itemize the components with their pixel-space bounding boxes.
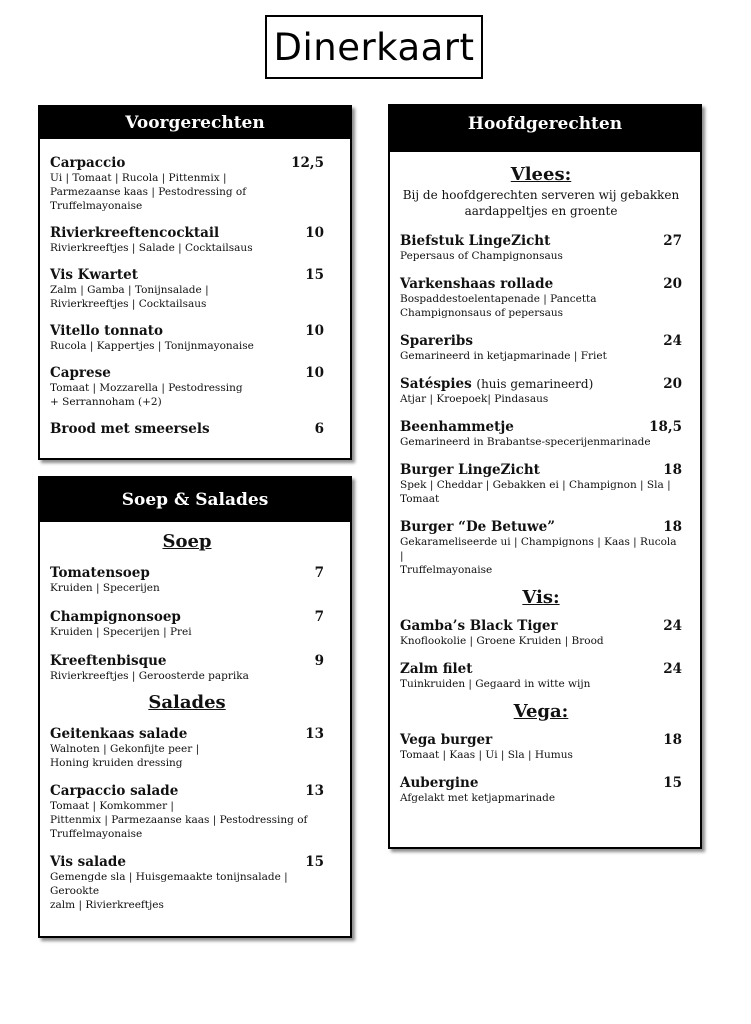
item-price: 13 [305, 726, 324, 742]
item-price: 6 [314, 421, 324, 437]
menu-item: Satéspies (huis gemarineerd) 20 Atjar | Kroepoek| Pindasaus [400, 376, 682, 405]
item-price: 15 [305, 267, 324, 283]
menu-item: Spareribs 24 Gemarineerd in ketjapmarinade | Friet [400, 333, 682, 362]
item-price: 10 [305, 323, 324, 339]
menu-item: Varkenshaas rollade 20 Bospaddestoelentapenade | Pancetta Champignonsaus of pepersaus [400, 276, 682, 319]
panel-body-voorgerechten [40, 155, 350, 437]
panel-hoofdgerechten [388, 104, 702, 849]
section-title-salades: Salades [148, 692, 226, 713]
menu-item: Aubergine 15 Afgelakt met ketjapmarinade [400, 775, 682, 804]
item-price: 7 [314, 565, 324, 581]
item-price: 7 [314, 609, 324, 625]
item-price: 18 [663, 732, 682, 748]
item-price: 27 [663, 233, 682, 249]
section-note: Bij de hoofdgerechten serveren wij gebakken [402, 188, 680, 202]
menu-item: Vitello tonnato 10 Rucola | Kappertjes | Tonijnmayonaise [50, 323, 324, 352]
panel-soep-salades [38, 476, 352, 938]
item-price: 15 [663, 775, 682, 791]
menu-item: Kreeftenbisque 9 Rivierkreeftjes | Geroosterde paprika [50, 653, 324, 682]
menu-item: Carpaccio 12,5 Ui | Tomaat | Rucola | Pittenmix | Parmezaanse kaas | Pestodressing of Truffelmayonaise [50, 155, 324, 212]
menu-item: Biefstuk LingeZicht 27 Pepersaus of Champignonsaus [400, 233, 682, 262]
menu-item: Tomatensoep 7 Kruiden | Specerijen [50, 565, 324, 594]
menu-item: Zalm filet 24 Tuinkruiden | Gegaard in witte wijn [400, 661, 682, 690]
item-price: 10 [305, 225, 324, 241]
menu-item: Champignonsoep 7 Kruiden | Specerijen | Prei [50, 609, 324, 638]
item-price: 20 [663, 376, 682, 392]
item-price: 9 [314, 653, 324, 669]
item-price: 18 [663, 462, 682, 478]
menu-item: Beenhammetje 18,5 Gemarineerd in Brabantse-specerijenmarinade [400, 419, 682, 448]
panel-header-voorgerechten: Voorgerechten [40, 107, 350, 139]
section-title-vega: Vega: [513, 701, 569, 722]
page-title: Dinerkaart [265, 15, 483, 79]
item-price: 10 [305, 365, 324, 381]
menu-item: Burger LingeZicht 18 Spek | Cheddar | Gebakken ei | Champignon | Sla | Tomaat [400, 462, 682, 505]
item-price: 24 [663, 661, 682, 677]
section-title-vlees: Vlees: [510, 164, 572, 185]
panel-voorgerechten [38, 105, 352, 460]
panel-body-soep-salades [40, 531, 350, 912]
section-title-vis: Vis: [522, 587, 560, 608]
menu-item: Vega burger 18 Tomaat | Kaas | Ui | Sla | Humus [400, 732, 682, 761]
menu-item: Vis salade 15 Gemengde sla | Huisgemaakte tonijnsalade | Gerookte zalm | Rivierkreeftjes [50, 854, 324, 911]
item-price: 18,5 [649, 419, 682, 435]
menu-item: Burger “De Betuwe” 18 Gekarameliseerde ui | Champignons | Kaas | Rucola | Truffelmayonaise [400, 519, 682, 576]
item-price: 20 [663, 276, 682, 292]
section-note: aardappeltjes en groente [464, 204, 618, 218]
panel-header-hoofdgerechten: Hoofdgerechten [390, 106, 700, 152]
menu-item: Rivierkreeftencocktail 10 Rivierkreeftjes | Salade | Cocktailsaus [50, 225, 324, 254]
section-title-soep: Soep [162, 531, 212, 552]
item-price: 24 [663, 333, 682, 349]
panel-header-soep-salades: Soep & Salades [40, 478, 350, 522]
item-price: 15 [305, 854, 324, 870]
item-price: 12,5 [291, 155, 324, 171]
menu-item: Vis Kwartet 15 Zalm | Gamba | Tonijnsalade | Rivierkreeftjes | Cocktailsaus [50, 267, 324, 310]
item-price: 13 [305, 783, 324, 799]
menu-item: Gamba’s Black Tiger 24 Knoflookolie | Groene Kruiden | Brood [400, 618, 682, 647]
item-price: 24 [663, 618, 682, 634]
item-price: 18 [663, 519, 682, 535]
menu-item: Geitenkaas salade 13 Walnoten | Gekonfijte peer | Honing kruiden dressing [50, 726, 324, 769]
panel-body-hoofdgerechten [390, 164, 700, 805]
menu-item: Carpaccio salade 13 Tomaat | Komkommer | Pittenmix | Parmezaanse kaas | Pestodressing of Truffelmayonaise [50, 783, 324, 840]
menu-item: Brood met smeersels 6 [50, 421, 324, 437]
menu-item: Caprese 10 Tomaat | Mozzarella | Pestodressing + Serrannoham (+2) [50, 365, 324, 408]
